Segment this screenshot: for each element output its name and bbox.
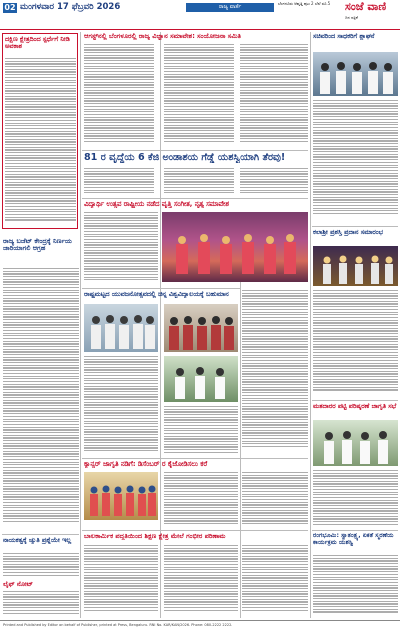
people-illustration [164, 356, 238, 402]
article-body [164, 168, 234, 196]
article-body [242, 545, 308, 618]
article-body [164, 44, 234, 148]
article-body [84, 545, 158, 618]
page-number: 02 [4, 3, 16, 12]
felicitation-photo [313, 52, 398, 96]
people-illustration [164, 304, 238, 352]
edition-info: ಬೆಂಗಳೂರು ಆವೃತ್ತಿ ಪುಟ 2 ಬೆಲೆ ರೂ.5 [278, 1, 331, 6]
award-stage-photo [313, 246, 398, 286]
article-body [3, 268, 79, 530]
crowd-illustration [84, 472, 158, 520]
newspaper-logo: ಸಂಜೆ ವಾಣಿ [345, 0, 387, 13]
divider [82, 198, 308, 199]
award-ceremony-photo [84, 304, 158, 352]
divider [82, 150, 308, 151]
performers-illustration [162, 212, 308, 282]
event-photo [164, 356, 238, 402]
awareness-meeting-photo [313, 420, 398, 466]
column-rule [80, 32, 81, 618]
article-body [313, 290, 398, 396]
divider [312, 226, 398, 227]
masthead [0, 0, 400, 30]
section-tag: ರಾಜ್ಯ ವಾರ್ತೆ [186, 3, 274, 12]
divider [82, 530, 308, 531]
article-body [313, 100, 398, 220]
article-body [313, 555, 398, 618]
headline: ಬಾಲಕಾರ್ಮಿಕ ಪದ್ಧತಿಯಿಂದ ಶಿಕ್ಷಣ ಕ್ಷೇತ್ರ ಮೇಲೆ ಗಂಭೀರ ಪರಿಣಾಮ [84, 533, 226, 540]
people-illustration [313, 420, 398, 466]
article-body [84, 356, 158, 456]
divider [312, 400, 398, 401]
headline: ಕ್ಯಾನ್ಸರ್‌ ಜಾಗೃತಿ ನಡಿಗೆ: ಡಿಸೆಂಬರ್ ರ ಕೈಜೋಡಿಸಲು ಕರೆ [84, 461, 208, 468]
headline: ರಂಗಭೂಮಿ: ಸ್ವಾತಂತ್ರ್ಯ, ಏಕತೆ ಸ್ಮರಣೆಯ ಕಾರ್ಯಕ್ರಮ ಯಶಸ್ವಿ [313, 533, 394, 546]
walkathon-photo [84, 472, 158, 520]
headline: ಕಲಾಶ್ರೀ ಪ್ರಶಸ್ತಿ ಪ್ರದಾನ ಸಮಾರಂಭ [313, 229, 384, 236]
article-body [242, 472, 308, 528]
article-body [84, 44, 154, 148]
headline: ಸಚಿವರಿಂದ ಸಾಧಕರಿಗೆ ಶ್ಲಾಘನೆ [313, 33, 375, 40]
group-photo [164, 304, 238, 352]
headline: ದಕ್ಷಿಣ ಕ್ಷೇತ್ರದಿಂದ ಸ್ಪರ್ಧೆಗೆ ನೀಡಿ ಅವಕಾಶ [5, 36, 70, 50]
headline: ರಾಜ್ಯ ಬಜೆಟ್‌ ಕೇಂದ್ರಕ್ಕೆ ನಿರ್ಣಯ ಜಾರಿಯಾಗಲಿ ಆಗ್ರಹ [3, 238, 72, 252]
article-body [164, 406, 238, 456]
headline: ಆಗಸ್ಟ್‌ನಲ್ಲಿ ಬೆಂಗಳೂರಲ್ಲಿ ರಾಜ್ಯ ವಿಜ್ಞಾನ ಸಮಾವೇಶ: ಸಂಯೋಜನಾ ಸಮಿತಿ [84, 33, 242, 40]
article-body [313, 470, 398, 528]
article-body [240, 44, 308, 148]
divider [82, 458, 308, 459]
divider [312, 530, 398, 531]
article-body [3, 591, 79, 618]
article-body [3, 553, 79, 579]
people-illustration [313, 246, 398, 286]
article-body [164, 545, 238, 618]
headline: ಮತದಾರರ ಪಟ್ಟಿ ಪರಿಷ್ಕರಣೆ ಜಾಗೃತಿ ಸಭೆ [313, 403, 397, 410]
article-body [242, 290, 308, 454]
people-illustration [84, 304, 158, 352]
article-body [84, 212, 158, 286]
headline: ನಾಯಕತ್ವಕ್ಕೆ ಚ್ಯುತಿ ಪ್ರಶ್ನೆಯೇ ಇಲ್ಲ [3, 537, 72, 544]
headline: ರಾಷ್ಟ್ರಮಟ್ಟದ ಯುವಜನೋತ್ಸವದಲ್ಲಿ ಚಿನ್ನ ವಿಶ್ವವಿದ್ಯಾಲಯಕ್ಕೆ ಬಹುಮಾನ [84, 291, 229, 298]
article-body [164, 472, 238, 528]
column-rule [240, 232, 241, 618]
logo-subtitle: ದಿನ ಪತ್ರಿಕೆ [345, 15, 358, 20]
column-rule [310, 32, 311, 618]
article-body [5, 58, 76, 226]
headline: ವಿದ್ಯಾರ್ಥಿ ಉತ್ಸವ ರಾಷ್ಟ್ರೀಯ ನಡೆದ ವೃತ್ತಿ ಸಂಗೀತ, ನೃತ್ಯ ಸಮಾವೇಶ [84, 201, 229, 208]
dance-performance-photo [162, 212, 308, 282]
headline: 81 ರ ವೃದ್ಧೆಯ 6 ಕೆಜಿ ಅಂಡಾಶಯ ಗೆಡ್ಡೆ ಯಶಸ್ವಿಯಾಗಿ ತೆರವು! [84, 153, 286, 163]
article-body [84, 168, 154, 196]
people-illustration [313, 52, 398, 96]
divider [82, 288, 240, 289]
issue-date: ಮಂಗಳವಾರ 17 ಫೆಬ್ರವರಿ 2026 [20, 2, 121, 12]
print-line: Printed and Published by Editor on behalf of Publisher, printed at Press, Bengaluru. RNI No. KAR/KAN/2026. Phone: 080-2222 2222. [0, 620, 400, 629]
article-body [240, 168, 308, 196]
headline: ಲೈಫ್ ನೋಟ್ [3, 581, 33, 588]
divider [2, 534, 79, 535]
